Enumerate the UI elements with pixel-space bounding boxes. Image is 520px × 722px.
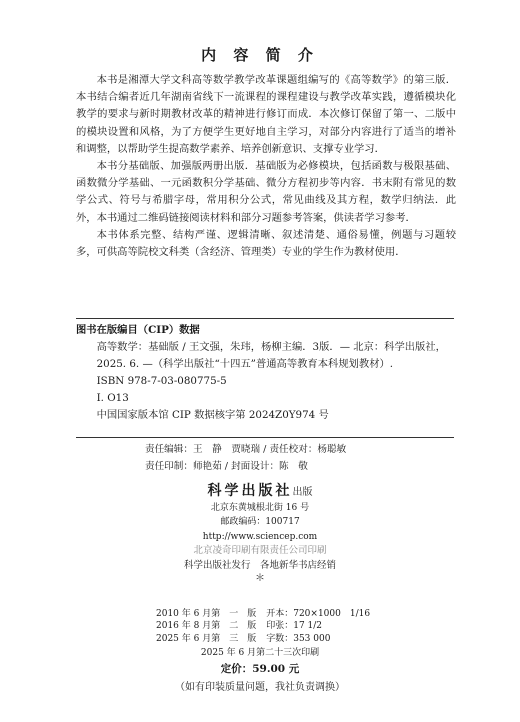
page-title: 内 容 简 介 [201, 46, 319, 64]
publisher-website: http://www.sciencep.com [202, 531, 318, 542]
edition-row [156, 620, 370, 632]
editors-block [145, 441, 475, 475]
edition-spec: 字数：353 000 [266, 633, 331, 644]
editors-line-1: 责任编辑：王 静 贾晓瑞 / 责任校对：杨聪敏 [145, 444, 347, 455]
reprint-line: 2025 年 6 月第二十三次印刷 [200, 648, 320, 658]
publisher-logo-suffix: 出版 [292, 487, 313, 498]
distribution-line: 科学出版社发行 各地新华书店经销 [183, 559, 336, 571]
publisher-block [0, 484, 520, 584]
star-separator: ＊ [255, 573, 265, 584]
divider-bottom [76, 437, 454, 438]
edition-date: 2016 年 8 月第 二 版 [156, 621, 257, 632]
intro-body [76, 72, 456, 261]
cip-classification: Ⅰ. O13 [96, 392, 129, 404]
printer-line: 北京凌奇印刷有限责任公司印刷 [193, 545, 327, 556]
price-line: 定价：59.00 元 [220, 663, 300, 675]
divider-top [76, 318, 454, 319]
cip-heading: 图书在版编目（CIP）数据 [76, 324, 200, 336]
cip-entry: 高等数学：基础版 / 王文强，朱玮，杨柳主编．3版．— 北京：科学出版社，2025. 6. —（科学出版社“十四五”普通高等教育本科规划教材）. [96, 341, 446, 370]
edition-spec: 开本：720×1000 1/16 [266, 609, 371, 619]
publisher-logo-text: 科学出版社 [207, 483, 293, 499]
publisher-postcode: 邮政编码：100717 [220, 517, 300, 527]
edition-spec: 印张：17 1/2 [266, 621, 323, 632]
quality-note: （如有印装质量问题，我社负责调换） [175, 682, 345, 693]
edition-date: 2010 年 6 月第 一 版 [156, 609, 257, 619]
intro-paragraph-1: 本书是湘潭大学文科高等数学教学改革课题组编写的《高等数学》的第三版．本书结合编者近几年湖南省线下一流课程的课程建设与教学改革实践，遵循模块化教学的要求与新时期教材改革的精神进行修订而成．本次修订保留了第一、二版中的模块设置和风格，为了方便学生更好地自主学习，对部分内容进行了适当的增补和调整，以帮助学生提高数学素养、培养创新意识、支撑专业学习． [76, 74, 456, 155]
intro-paragraph-2: 本书分基础版、加强版两册出版．基础版为必修模块，包括函数与极限基础、函数微分学基础、一元函数积分学基础、微分方程初步等内容．书末附有常见的数学公式、符号与希腊字母，常用积分公式，常见曲线及其方程，数学归纳法．此外，本书通过二维码链接阅读材料和部分习题参考答案，供读者学习参考． [76, 160, 456, 224]
edition-row [156, 608, 370, 620]
publisher-logo [0, 484, 520, 501]
cip-record-number: 中国国家版本馆 CIP 数据核字第 2024Z0Y974 号 [96, 409, 329, 421]
intro-paragraph-3: 本书体系完整、结构严谨、逻辑清晰、叙述清楚、通俗易懂，例题与习题较多，可供高等院校文科类（含经济、管理类）专业的学生作为教材使用． [76, 228, 456, 259]
edition-date: 2025 年 6 月第 三 版 [156, 633, 257, 644]
editors-line-2: 责任印制：师艳茹 / 封面设计：陈 敬 [145, 461, 308, 472]
publisher-address: 北京东黄城根北街 16 号 [210, 502, 310, 513]
cip-isbn: ISBN 978-7-03-080775-5 [96, 375, 227, 387]
edition-table [156, 608, 370, 645]
edition-row [156, 633, 370, 645]
cip-block [76, 322, 456, 424]
